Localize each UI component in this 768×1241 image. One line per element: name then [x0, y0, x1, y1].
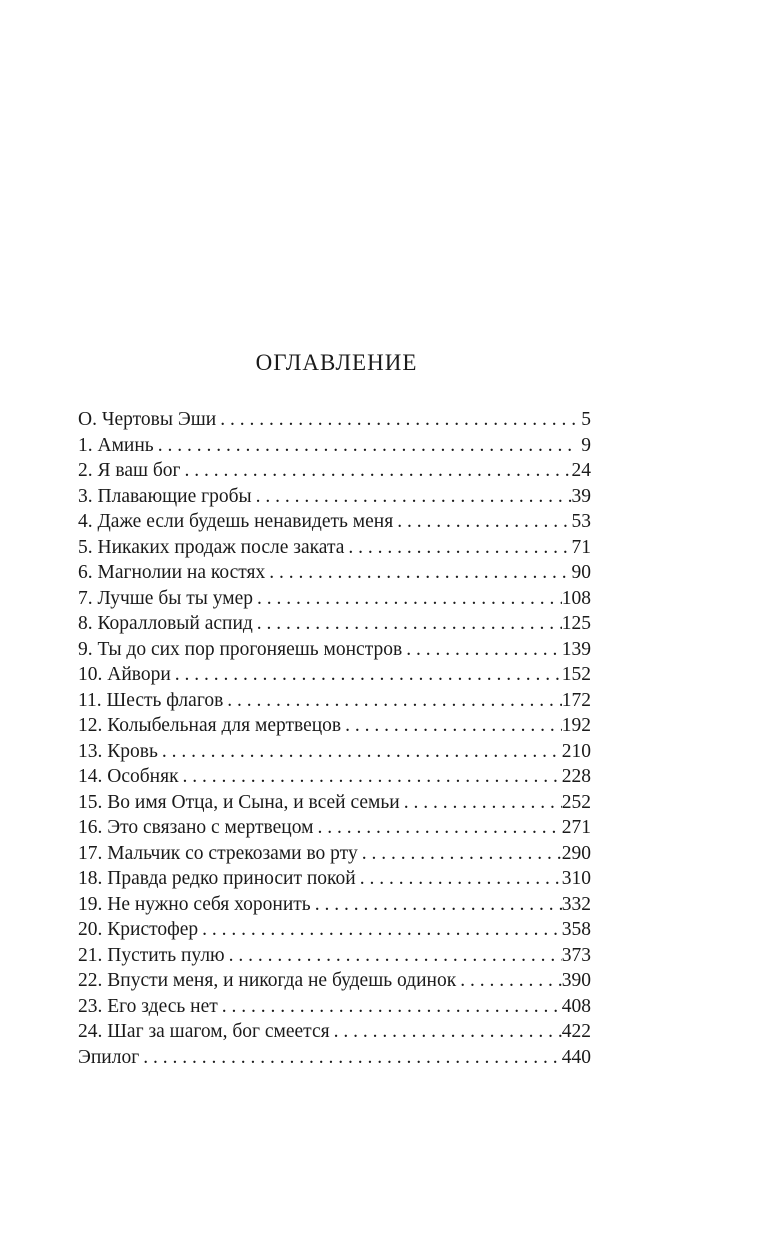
toc-entry [78, 662, 591, 688]
toc-entry-page: 440 [561, 1046, 591, 1068]
toc-entry-page: 71 [571, 536, 591, 558]
toc-entry [78, 586, 591, 612]
toc-entry-title: 21. Пустить пулю [78, 944, 225, 966]
toc-entry [78, 458, 591, 484]
toc-entry-title: 2. Я ваш бог [78, 460, 181, 481]
toc-entry [78, 1045, 591, 1071]
toc-entry [78, 739, 591, 765]
toc-entry [78, 688, 591, 714]
toc-entry [78, 790, 591, 816]
toc-entry-title: 11. Шесть флагов [78, 689, 224, 711]
toc-entry-page: 90 [571, 562, 591, 583]
toc-entry-title: 24. Шаг за шагом, бог смеется [78, 1021, 330, 1042]
dot-leader [218, 994, 562, 1020]
toc-entry-page: 271 [561, 817, 591, 838]
dot-leader [179, 764, 562, 790]
toc-entry-page: 125 [561, 613, 591, 634]
toc-entry [78, 917, 591, 943]
toc-entry [78, 560, 591, 586]
toc-entry-page: 390 [561, 970, 591, 991]
page-title: ОГЛАВЛЕНИЕ [255, 350, 418, 375]
dot-leader [158, 739, 562, 765]
toc-entry-title: 4. Даже если будешь ненавидеть меня [78, 511, 394, 532]
dot-leader [358, 841, 562, 867]
toc-entry [78, 943, 591, 969]
toc-entry-title: 6. Магнолии на костях [78, 562, 266, 583]
toc-entry-title: 15. Во имя Отца, и Сына, и всей семьи [78, 791, 400, 813]
toc-entry-title: 10. Айвори [78, 664, 171, 685]
toc-entry-page: 192 [561, 715, 591, 736]
toc-entry-page: 228 [561, 766, 591, 787]
dot-leader [356, 866, 562, 892]
toc-entry-title: 12. Колыбельная для мертвецов [78, 715, 342, 736]
dot-leader [225, 943, 562, 969]
dot-leader [344, 535, 571, 561]
toc-entry [78, 866, 591, 892]
dot-leader [154, 433, 577, 459]
dot-leader [253, 586, 562, 612]
dot-leader [311, 892, 562, 918]
toc-entry-page: 290 [561, 842, 591, 864]
toc-entry [78, 484, 591, 510]
toc-entry-page: 422 [561, 1021, 591, 1042]
toc-entry-title: 8. Коралловый аспид [78, 613, 253, 634]
dot-leader [181, 458, 572, 484]
toc-entry [78, 764, 591, 790]
toc-entry-title: Эпилог [78, 1046, 140, 1068]
dot-leader [313, 815, 561, 841]
table-of-contents [78, 407, 591, 1070]
toc-entry [78, 611, 591, 637]
toc-entry-title: 17. Мальчик со стрекозами во рту [78, 842, 358, 864]
toc-entry-title: 19. Не нужно себя хоронить [78, 893, 311, 915]
toc-entry-title: 22. Впусти меня, и никогда не будешь одинок [78, 970, 457, 991]
toc-entry-page: 310 [561, 868, 591, 889]
toc-entry-page: 408 [561, 995, 591, 1017]
dot-leader [265, 560, 571, 586]
toc-entry-title: 18. Правда редко приносит покой [78, 868, 356, 889]
dot-leader [253, 611, 562, 637]
toc-entry [78, 841, 591, 867]
toc-entry [78, 968, 591, 994]
toc-entry-page: 53 [571, 511, 591, 532]
toc-entry [78, 407, 591, 433]
dot-leader [393, 509, 571, 535]
toc-entry-page: 24 [571, 460, 591, 481]
toc-entry-page: 39 [571, 485, 591, 507]
toc-entry-title: 20. Кристофер [78, 919, 199, 940]
toc-entry-page: 252 [561, 791, 591, 813]
toc-entry [78, 994, 591, 1020]
toc-entry [78, 892, 591, 918]
toc-entry-page: 152 [561, 664, 591, 685]
toc-entry-title: О. Чертовы Эши [78, 409, 217, 430]
toc-entry-page: 210 [561, 740, 591, 762]
dot-leader [400, 790, 562, 816]
toc-entry [78, 433, 591, 459]
toc-entry [78, 637, 591, 663]
dot-leader [198, 917, 562, 943]
toc-entry-title: 7. Лучше бы ты умер [78, 587, 253, 609]
toc-entry [78, 815, 591, 841]
toc-entry-page: 5 [581, 409, 591, 430]
toc-entry-page: 172 [561, 689, 591, 711]
toc-entry-title: 13. Кровь [78, 740, 158, 762]
dot-leader [216, 407, 577, 433]
dot-leader [139, 1045, 562, 1071]
dot-leader [341, 713, 562, 739]
dot-leader [402, 637, 562, 663]
dot-leader [171, 662, 562, 688]
toc-entry [78, 535, 591, 561]
toc-entry [78, 713, 591, 739]
toc-entry-page: 332 [561, 893, 591, 915]
toc-entry-title: 1. Аминь [78, 434, 154, 456]
toc-entry [78, 509, 591, 535]
toc-entry-title: 5. Никаких продаж после заката [78, 536, 345, 558]
dot-leader [252, 484, 572, 510]
toc-entry-title: 9. Ты до сих пор прогоняешь монстров [78, 638, 403, 660]
toc-entry-page: 9 [581, 434, 591, 456]
dot-leader [223, 688, 561, 714]
toc-entry-page: 373 [561, 944, 591, 966]
toc-entry-title: 14. Особняк [78, 766, 179, 787]
toc-entry-title: 3. Плавающие гробы [78, 485, 252, 507]
toc-entry-title: 23. Его здесь нет [78, 995, 218, 1017]
toc-entry-title: 16. Это связано с мертвецом [78, 817, 314, 838]
toc-entry-page: 139 [561, 638, 591, 660]
dot-leader [330, 1019, 562, 1045]
toc-entry [78, 1019, 591, 1045]
toc-entry-page: 108 [561, 587, 591, 609]
toc-entry-page: 358 [561, 919, 591, 940]
dot-leader [456, 968, 562, 994]
